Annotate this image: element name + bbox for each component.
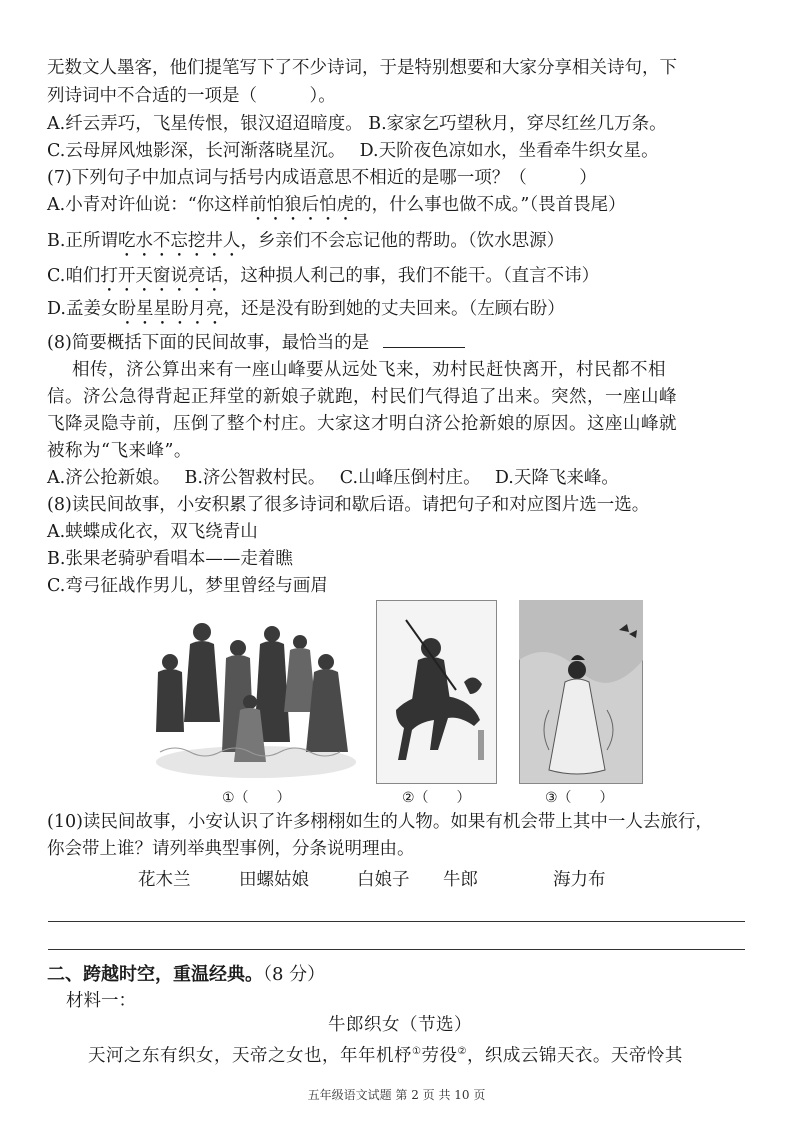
q10-stem-line-1: (10)读民间故事，小安认识了许多栩栩如生的人物。如果有机会带上其中一人去旅行， (47, 812, 713, 832)
passage-text: 天河之东有织女，天帝之女也，年年机杼 (88, 1045, 412, 1066)
answer-line-1[interactable] (48, 921, 745, 922)
page-footer: 五年级语文试题 第 2 页 共 10 页 (307, 1088, 486, 1102)
passage-text: ，织成云锦天衣。天帝怜其 (466, 1045, 683, 1066)
q7-d-text: D.孟姜女 (47, 299, 119, 319)
footnote-marker: ② (457, 1046, 467, 1057)
character-name: 牛郎 (443, 870, 478, 890)
q8b-item-a: A.蛱蝶成化衣，双飞绕青山 (47, 522, 258, 542)
immortals-group-image (150, 602, 362, 782)
q7-d-dotted-word: 盼星星盼月亮 (118, 299, 224, 319)
character-name: 田螺姑娘 (239, 870, 309, 890)
q7-c-text: C.咱们 (47, 266, 101, 286)
q8a-stem-text: (8)简要概括下面的民间故事，最恰当的是 (47, 333, 370, 353)
q10-stem-line-2: 你会带上谁？请列举典型事例，分条说明理由。 (47, 839, 415, 859)
q7-a-text: A.小青对许仙说：“你这样 (47, 195, 250, 215)
q7-c-dotted-word: 打开天窗说亮话 (100, 266, 223, 286)
q7-d-text-end: ，还是没有盼到她的丈夫回来。（左顾右盼） (223, 299, 565, 319)
q8b-item-b: B.张果老骑驴看唱本——走着瞧 (47, 549, 293, 569)
q7-b-dotted-word: 吃水不忘挖井人 (117, 231, 241, 251)
section-2-heading (47, 960, 325, 986)
character-name: 海力布 (553, 870, 606, 890)
poem-option-ab: A.纤云弄巧，飞星传恨，银汉迢迢暗度。 B.家家乞巧望秋月，穿尽红丝几万条。 (47, 114, 667, 134)
footnote-marker: ① (412, 1046, 422, 1057)
story-line-4: 被称为“飞来峰”。 (47, 441, 192, 461)
intro-line-1: 无数文人墨客，他们提笔写下了不少诗词，于是特别想要和大家分享相关诗句，下 (47, 58, 677, 78)
character-names (138, 866, 606, 891)
q7-option-c (47, 264, 599, 296)
picture-1-caption: ①（ ） (222, 790, 291, 806)
material-label: 材料一： (66, 991, 136, 1011)
intro-line-2: 列诗词中不合适的一项是（ ）。 (47, 86, 336, 106)
picture-3-caption: ③（ ） (545, 790, 614, 806)
q8a-stem (47, 331, 465, 355)
passage-title: 牛郎织女（节选） (328, 1015, 472, 1035)
q7-c-text-end: ，这种损人利己的事，我们不能干。（直言不讳） (222, 266, 600, 286)
character-name: 花木兰 (138, 870, 191, 890)
story-line-2: 信。济公急得背起正拜堂的新娘子就跑，村民们气得追了出来。突然，一座山峰 (47, 387, 677, 407)
q7-option-d (47, 297, 565, 329)
q7-option-b (47, 229, 564, 261)
picture-2-caption: ②（ ） (402, 790, 471, 806)
story-line-3: 飞降灵隐寺前，压倒了整个村庄。大家这才明白济公抢新娘的原因。这座山峰就 (47, 414, 677, 434)
section-2-points: （8 分） (263, 964, 326, 985)
q7-option-a (47, 193, 626, 225)
passage-text: 劳役 (421, 1045, 458, 1066)
q7-b-text: B.正所谓 (47, 231, 118, 251)
woman-butterflies-image (519, 600, 643, 784)
answer-line-2[interactable] (48, 949, 745, 950)
q7-b-text-end: ，乡亲们不会忘记他的帮助。（饮水思源） (240, 231, 565, 251)
q8b-stem: (8)读民间故事，小安积累了很多诗词和歇后语。请把句子和对应图片选一选。 (47, 495, 650, 515)
poem-option-cd: C.云母屏风烛影深，长河渐落晓星沉。 D.天阶夜色凉如水，坐看牵牛织女星。 (47, 141, 659, 161)
answer-blank[interactable] (383, 331, 465, 348)
story-line-1: 相传，济公算出来有一座山峰要从远处飞来，劝村民赶快离开，村民都不相 (72, 360, 666, 380)
q8b-item-c: C.弯弓征战作男儿，梦里曾经与画眉 (47, 576, 328, 596)
q7-a-text-end: 的，什么事也做不成。”（畏首畏尾） (354, 195, 626, 215)
q7-a-dotted-word: 前怕狼后怕虎 (249, 195, 355, 215)
character-name: 白娘子 (357, 870, 410, 890)
section-2-title: 二、跨越时空，重温经典。 (47, 964, 263, 985)
warrior-on-horse-image (376, 600, 497, 784)
q8a-options: A.济公抢新娘。 B.济公智救村民。 C.山峰压倒村庄。 D.天降飞来峰。 (47, 468, 619, 488)
passage-line-1 (88, 1040, 683, 1068)
q7-stem: (7)下列句子中加点词与括号内成语意思不相近的是哪一项？（ ） (47, 168, 597, 188)
